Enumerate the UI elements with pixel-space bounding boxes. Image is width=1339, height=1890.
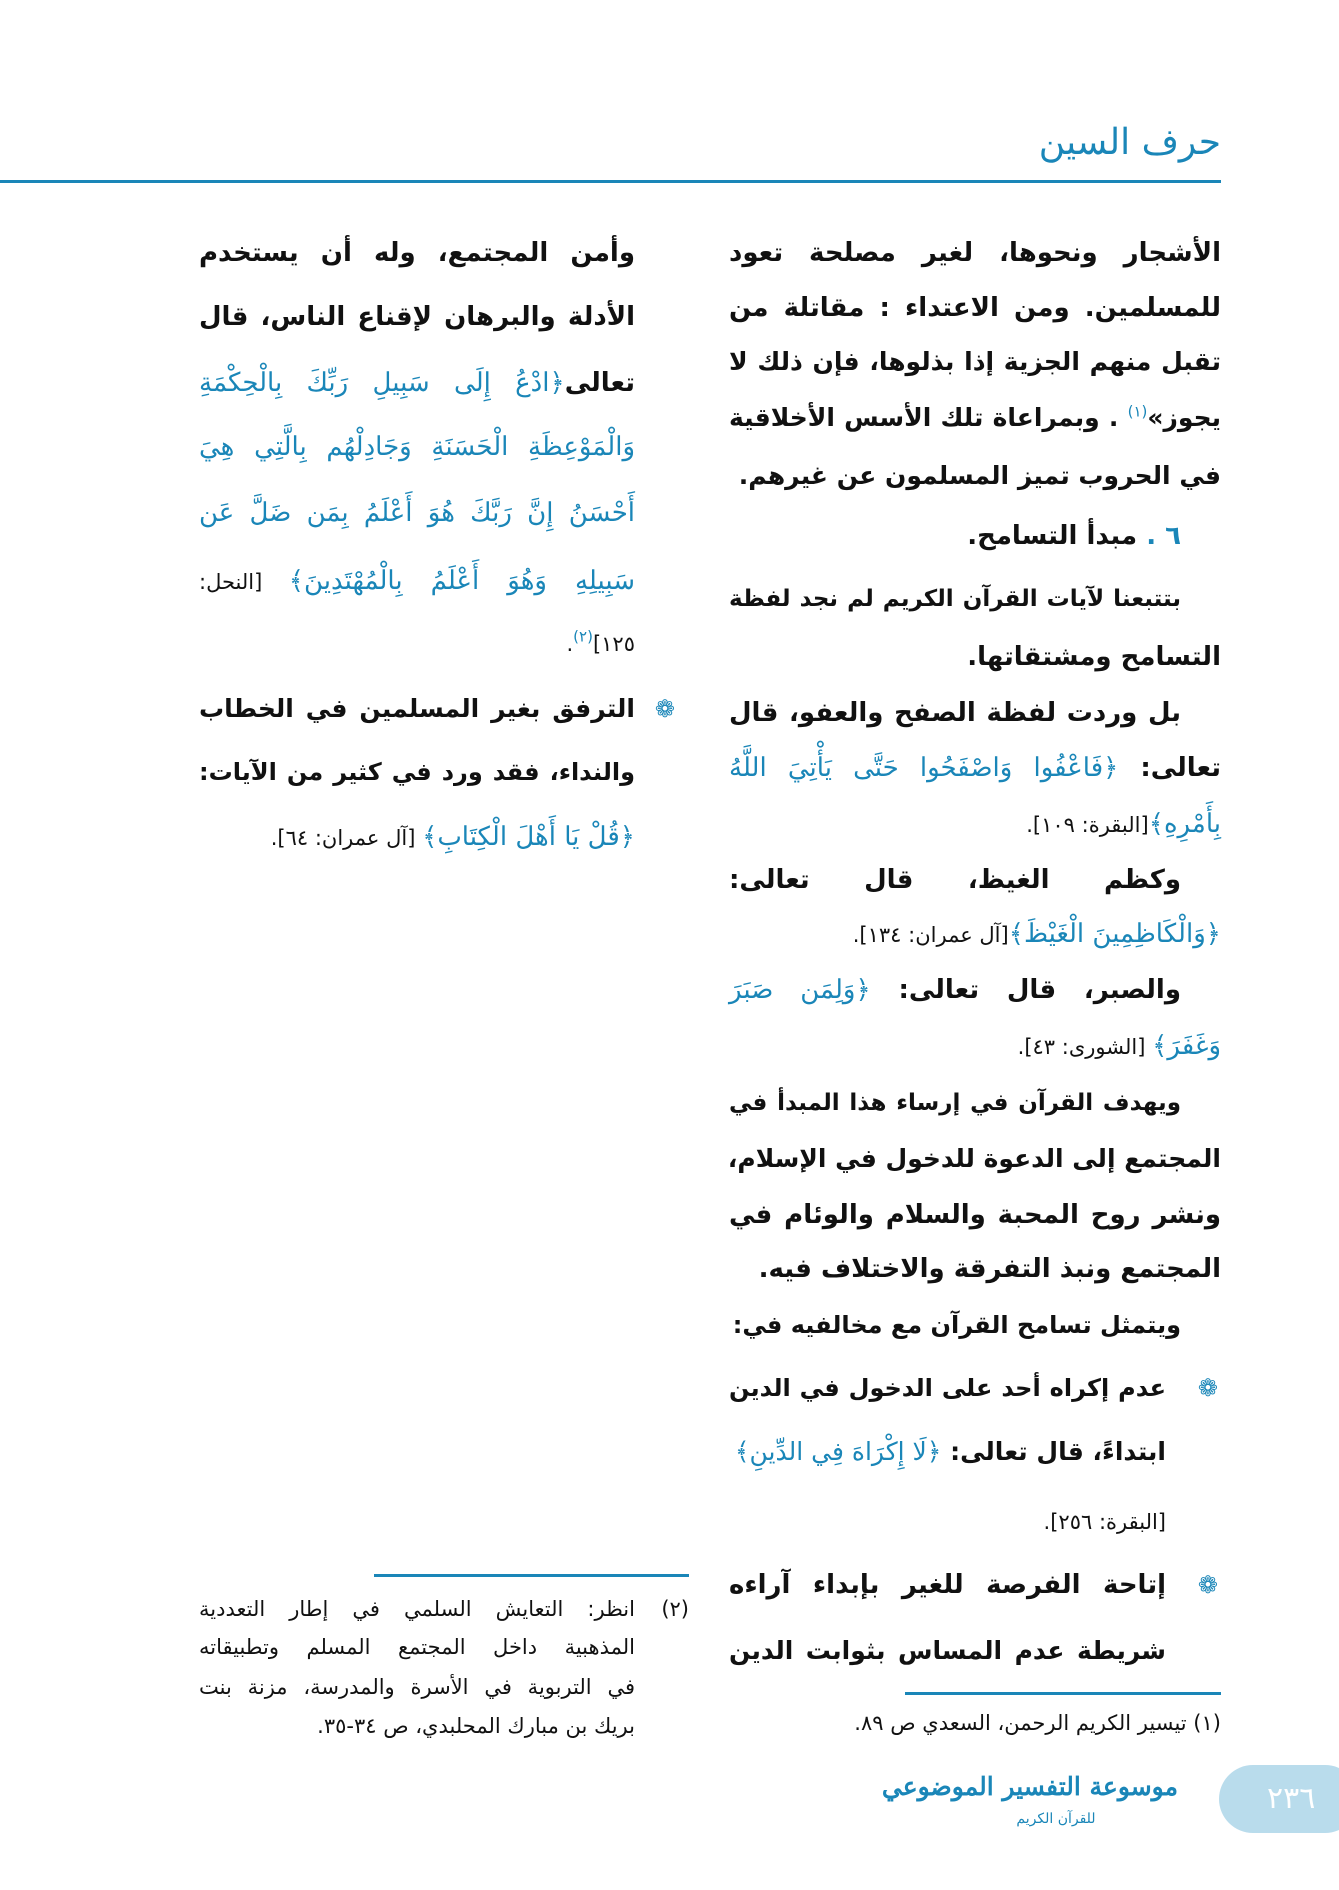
quran-verse: سَبِيلِهِ وَهُوَ أَعْلَمُ بِالْمُهْتَدِينَ﴾: [288, 566, 635, 596]
text-line: [729, 1300, 1181, 1350]
text-line: [729, 1626, 1166, 1676]
text-line: [199, 488, 635, 538]
text-line: [729, 393, 1221, 443]
body-text: في الحروب تميز المسلمون عن غيرهم.: [738, 461, 1221, 490]
footnote-2-number: (٢): [661, 1597, 689, 1621]
text-line: [729, 283, 1221, 333]
encyclopedia-logo: [881, 1765, 1178, 1840]
quran-verse: بِأَمْرِهِ﴾: [1148, 809, 1221, 839]
quran-verse: ﴿وَلِمَن صَبَرَ: [729, 975, 871, 1005]
text-line: [199, 358, 635, 408]
text-line: [199, 422, 635, 472]
verse-reference: [آل عمران: ٦٤].: [270, 826, 423, 850]
body-text: والنداء، فقد ورد في كثير من الآيات:: [199, 758, 635, 786]
flower-bullet-icon: [1198, 1363, 1218, 1413]
text-line: [729, 228, 1221, 278]
text-line: [199, 556, 635, 606]
text-line: [729, 1021, 1221, 1071]
verse-reference: [النحل:: [199, 570, 289, 594]
verse-reference: [الشورى: ٤٣].: [1017, 1035, 1153, 1059]
text-line: [729, 574, 1181, 624]
quran-verse: ﴿لَا إِكْرَاهَ فِي الدِّينِ﴾: [734, 1437, 942, 1466]
flower-bullet-icon: [1198, 1560, 1218, 1610]
verse-reference: .: [566, 632, 574, 656]
page-number-badge: [1219, 1765, 1339, 1833]
body-text: للمسلمين. ومن الاعتداء : مقاتلة من: [729, 293, 1221, 323]
text-line: [729, 909, 1221, 959]
footnote-2-line: في التربوية في الأسرة والمدرسة، مزنة بنت: [199, 1675, 635, 1699]
body-text: بل وردت لفظة الصفح والعفو، قال: [729, 698, 1181, 728]
body-text: . وبمراعاة تلك الأسس الأخلاقية: [729, 403, 1128, 432]
logo-title: موسوعة التفسير الموضوعي: [881, 1772, 1178, 1801]
quran-verse: ﴿قُلْ يَا أَهْلَ الْكِتَابِ﴾: [422, 822, 635, 852]
body-text: تعالى:: [1118, 753, 1221, 783]
body-text: بتتبعنا لآيات القرآن الكريم لم نجد لفظة: [729, 586, 1181, 612]
footnote-2-line: انظر: التعايش السلمي في إطار التعددية: [199, 1597, 635, 1621]
body-text: المجتمع إلى الدعوة للدخول في الإسلام،: [727, 1144, 1221, 1173]
text-line: [199, 228, 635, 278]
text-line: [729, 1134, 1221, 1184]
text-line: [729, 743, 1221, 793]
text-line: [729, 1560, 1166, 1610]
footnote-marker[interactable]: (٢): [573, 627, 593, 646]
text-line: [729, 632, 1221, 682]
logo-subtitle: للقرآن الكريم: [1016, 1811, 1096, 1827]
text-line: [729, 855, 1181, 905]
body-text: ابتداءً، قال تعالى:: [941, 1437, 1166, 1466]
text-line: [729, 1244, 1221, 1294]
body-text: وكظم الغيظ، قال تعالى:: [729, 865, 1181, 895]
body-text: الترفق بغير المسلمين في الخطاب: [199, 694, 635, 723]
text-line: [729, 1190, 1221, 1240]
body-text: إتاحة الفرصة للغير بإبداء آراءه: [729, 1570, 1166, 1600]
footnote-divider-left: [374, 1574, 689, 1577]
footnote-marker[interactable]: (١): [1127, 402, 1148, 421]
quran-verse: ﴿ادْعُ إِلَى سَبِيلِ رَبِّكَ بِالْحِكْمَةِ: [199, 368, 565, 398]
footnote-divider-right: [905, 1692, 1221, 1695]
body-text: ونشر روح المحبة والسلام والوئام في: [729, 1200, 1221, 1230]
text-line: [199, 684, 635, 734]
verse-reference: [البقرة: ١٠٩].: [1026, 813, 1149, 837]
text-line: [199, 292, 635, 342]
text-line: [199, 618, 635, 668]
section-number: ٦ .: [1146, 521, 1181, 551]
text-line: [729, 688, 1181, 738]
text-line: [729, 1496, 1166, 1546]
footnote-1: (١) تيسير الكريم الرحمن، السعدي ص ٨٩.: [854, 1711, 1221, 1735]
flower-bullet-icon: [655, 684, 675, 734]
quran-verse: ﴿فَاعْفُوا وَاصْفَحُوا حَتَّى يَأْتِيَ اللَّهُ: [729, 753, 1119, 783]
text-line: [729, 965, 1181, 1015]
left-text-column: [199, 0, 635, 900]
verse-reference: [آل عمران: ١٣٤].: [852, 923, 1009, 947]
quran-verse: وَغَفَرَ﴾: [1152, 1031, 1221, 1061]
text-line: [729, 1363, 1166, 1413]
quran-verse: ﴿وَالْكَاظِمِينَ الْغَيْظَ﴾: [1008, 919, 1221, 949]
text-line: [199, 747, 635, 797]
footnote-2-line: بريك بن مبارك المحلبدي، ص ٣٤-٣٥.: [317, 1714, 635, 1738]
body-text: المجتمع ونبذ التفرقة والاختلاف فيه.: [758, 1254, 1221, 1284]
text-line: [199, 812, 635, 862]
body-text: مبدأ التسامح.: [967, 521, 1147, 551]
text-line: [729, 511, 1181, 561]
body-text: والصبر، قال تعالى:: [870, 975, 1181, 1005]
text-line: [729, 451, 1221, 501]
text-line: [729, 799, 1221, 849]
body-text: ويهدف القرآن في إرساء هذا المبدأ في: [729, 1090, 1181, 1116]
footnote-2-line: المذهبية داخل المجتمع المسلم وتطبيقاته: [199, 1635, 635, 1659]
text-line: [729, 1078, 1181, 1128]
quran-verse: أَحْسَنُ إِنَّ رَبَّكَ هُوَ أَعْلَمُ بِمَن ضَلَّ عَن: [199, 498, 635, 528]
verse-reference: ١٢٥]: [592, 632, 635, 656]
body-text: الأشجار ونحوها، لغير مصلحة تعود: [729, 238, 1221, 268]
quran-verse: وَالْمَوْعِظَةِ الْحَسَنَةِ وَجَادِلْهُم بِالَّتِي هِيَ: [199, 432, 635, 462]
text-line: [729, 337, 1221, 387]
body-text: تعالى: [564, 368, 635, 398]
body-text: ويتمثل تسامح القرآن مع مخالفيه في:: [732, 1311, 1181, 1339]
body-text: التسامح ومشتقاتها.: [967, 642, 1221, 672]
text-line: [729, 1427, 1166, 1477]
body-text: الأدلة والبرهان لإقناع الناس، قال: [199, 302, 635, 332]
body-text: تقبل منهم الجزية إذا بذلوها، فإن ذلك لا: [729, 347, 1221, 376]
page-number: ٢٣٦: [1267, 1781, 1316, 1816]
chapter-title: حرف السين: [1038, 122, 1221, 163]
body-text: عدم إكراه أحد على الدخول في الدين: [729, 1374, 1166, 1402]
verse-reference: [البقرة: ٢٥٦].: [1043, 1510, 1166, 1534]
body-text: شريطة عدم المساس بثوابت الدين: [729, 1636, 1166, 1665]
right-text-column: [729, 0, 1221, 1690]
body-text: وأمن المجتمع، وله أن يستخدم: [199, 238, 635, 268]
body-text: يجوز»: [1147, 403, 1221, 432]
